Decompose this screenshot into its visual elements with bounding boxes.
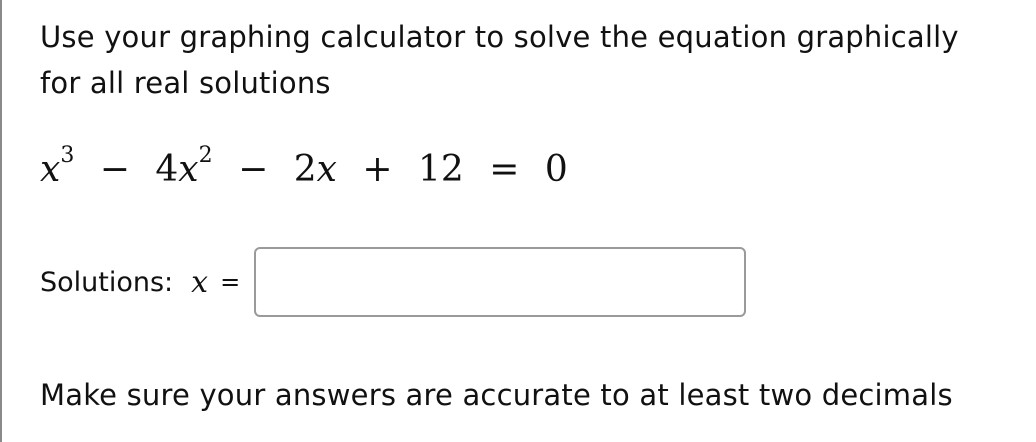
solutions-row <box>40 244 746 320</box>
equation-rhs: 0 <box>544 149 568 190</box>
solutions-label: Solutions: <box>40 266 174 298</box>
equation-coef-2: 2 <box>293 149 317 190</box>
solution-answer-input[interactable] <box>254 247 746 317</box>
accuracy-note: Make sure your answers are accurate to at least two decimals <box>40 378 953 412</box>
equation-var-x: x <box>40 149 61 190</box>
prompt-line-1: Use your graphing calculator to solve the equation graphically <box>40 20 959 54</box>
equation-var-x-3: x <box>316 149 337 190</box>
equation-exponent-3: 3 <box>60 143 75 168</box>
equation-minus-2: − <box>238 149 269 190</box>
equation-plus: + <box>362 149 393 190</box>
equation-exponent-2: 2 <box>198 143 213 168</box>
equation-var-x-2: x <box>178 149 199 190</box>
solutions-var-x: x <box>191 264 209 300</box>
equation-coef-4: 4 <box>155 149 179 190</box>
equation <box>40 140 568 200</box>
equation-constant: 12 <box>417 149 464 190</box>
prompt-line-2: for all real solutions <box>40 66 331 100</box>
solutions-equals: = <box>220 268 241 296</box>
equation-equals: = <box>489 149 520 190</box>
question-prompt <box>40 14 1030 106</box>
left-border <box>0 0 2 442</box>
equation-minus-1: − <box>99 149 130 190</box>
